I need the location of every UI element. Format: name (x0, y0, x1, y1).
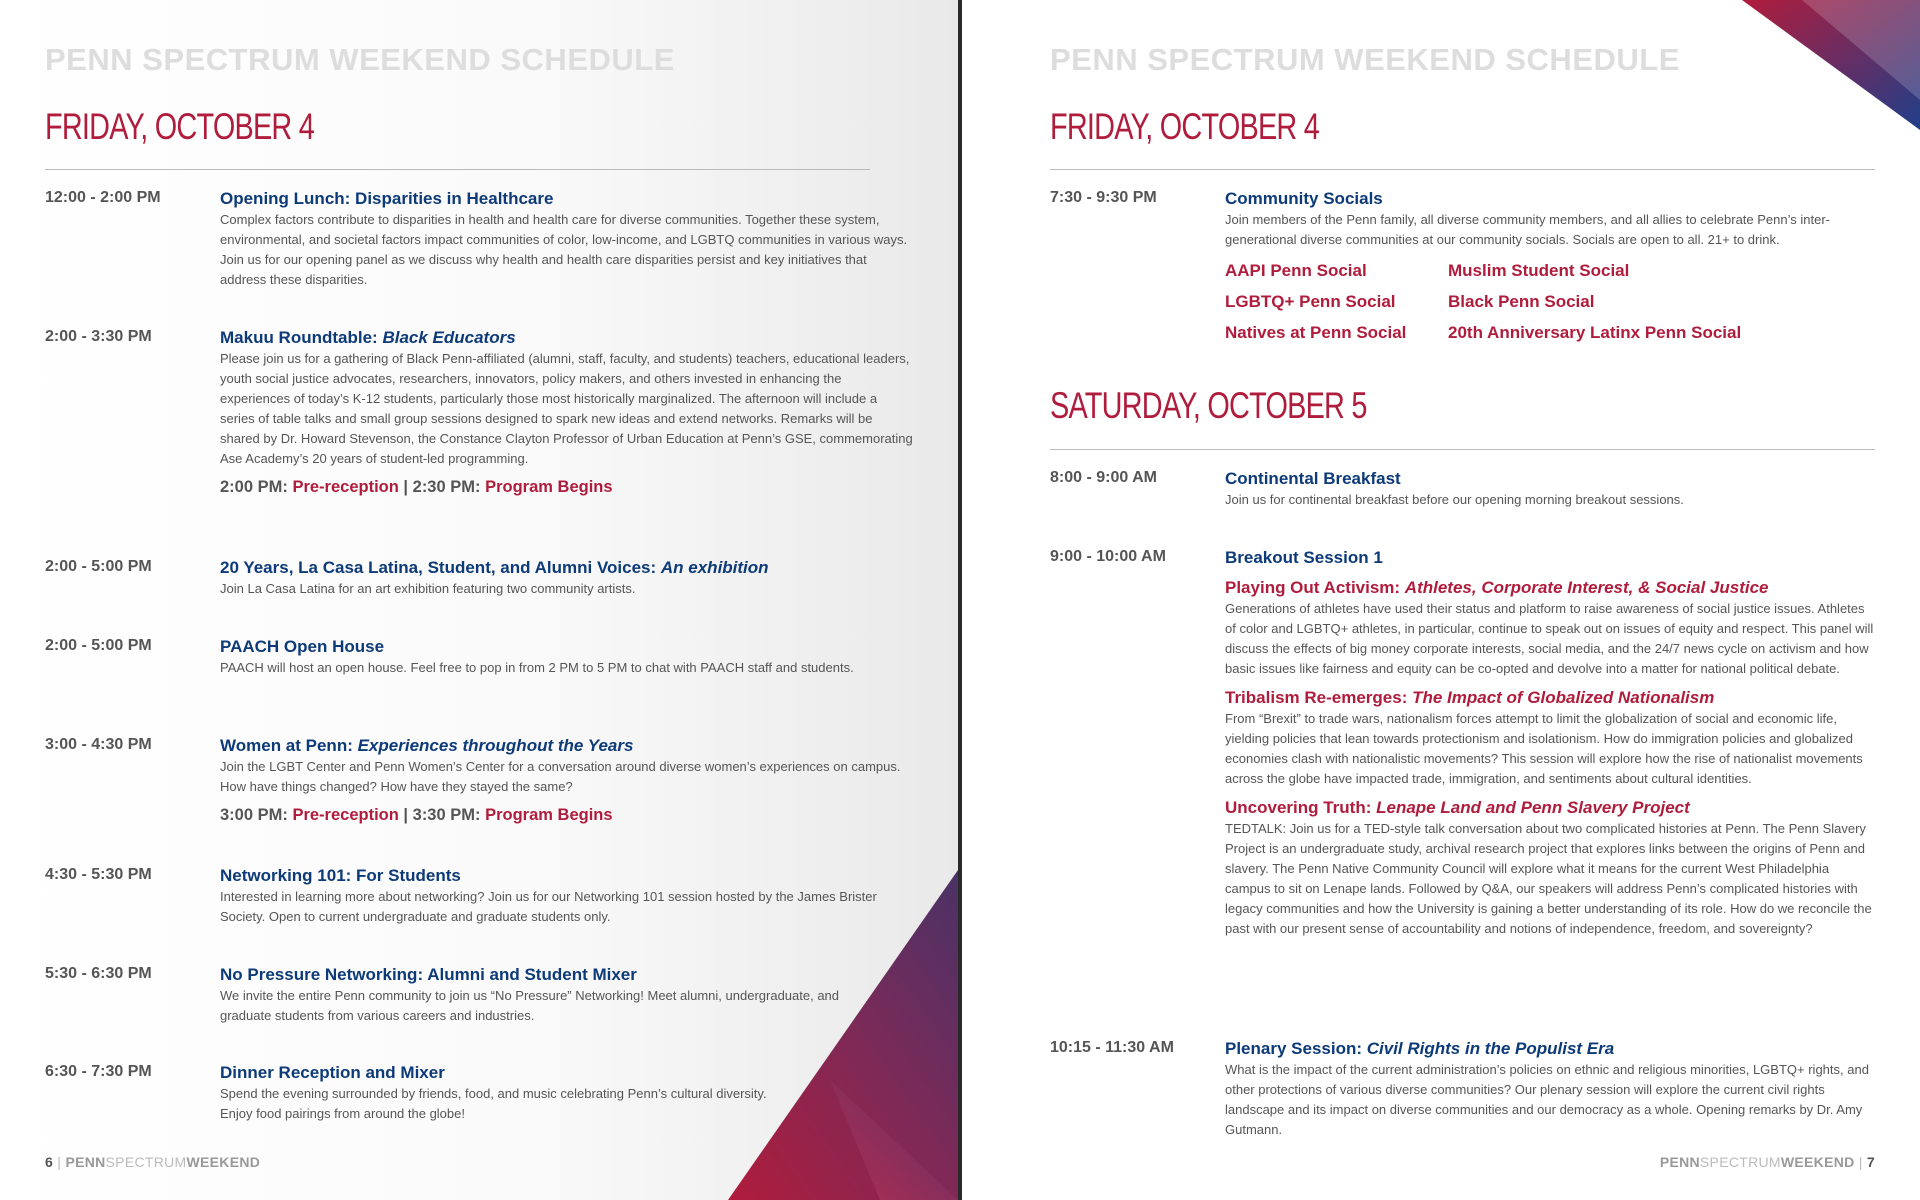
social-item: 20th Anniversary Latinx Penn Social (1448, 323, 1742, 342)
entry-time: 2:00 - 5:00 PM (45, 637, 152, 654)
session-title: Uncovering Truth: Lenape Land and Penn Slavery Project (1225, 798, 1690, 817)
day-heading: FRIDAY, OCTOBER 4 (45, 106, 315, 147)
entry-description: Spend the evening surrounded by friends, food, and music celebrating Penn’s cultural diversity. Enjoy food pairings from around the globe! (220, 1086, 767, 1121)
entry-description: PAACH will host an open house. Feel free to pop in from 2 PM to 5 PM to chat with PAACH staff and students. (220, 660, 854, 675)
heading-divider (45, 169, 870, 170)
page-number: 7 (1866, 1154, 1875, 1170)
entry-title: PAACH Open House (220, 637, 385, 656)
entry-title: Networking 101: For Students (220, 866, 461, 885)
social-item: LGBTQ+ Penn Social (1225, 292, 1396, 311)
entry-description: What is the impact of the current administration’s policies on ethnic and religious minorities, LGBTQ+ rights, and other protections of various diverse communities? Our plenary session will explore the current civil rights landscape and its impact on diverse communities and our democracy as a whole. Opening remarks by Dr. Amy Gutmann. (1225, 1062, 1869, 1137)
entry-description: We invite the entire Penn community to join us “No Pressure” Networking! Meet alumni, undergraduate, and graduate students from various careers and industries. (220, 988, 840, 1023)
entry-time: 4:30 - 5:30 PM (45, 866, 152, 883)
heading-divider (1050, 449, 1875, 450)
entry-time: 3:00 - 4:30 PM (45, 736, 152, 753)
entry-title: Makuu Roundtable: Black Educators (220, 328, 516, 347)
day-heading: FRIDAY, OCTOBER 4 (1050, 106, 1320, 147)
day-heading: SATURDAY, OCTOBER 5 (1050, 385, 1367, 426)
heading-divider (1050, 169, 1875, 170)
document-title: PENN SPECTRUM WEEKEND SCHEDULE (1050, 42, 1680, 77)
entry-time: 6:30 - 7:30 PM (45, 1063, 152, 1080)
entry-time: 9:00 - 10:00 AM (1050, 548, 1166, 565)
program-times: 2:00 PM: Pre-reception | 2:30 PM: Program Begins (220, 478, 613, 496)
page-footer: PENNSPECTRUMWEEKEND | 7 (1659, 1154, 1875, 1170)
right-page (962, 0, 1920, 1200)
social-item: AAPI Penn Social (1225, 261, 1367, 280)
entry-time: 5:30 - 6:30 PM (45, 965, 152, 982)
entry-title: Breakout Session 1 (1225, 548, 1383, 567)
left-page (0, 0, 958, 1200)
entry-time: 2:00 - 5:00 PM (45, 558, 152, 575)
socials-list (1225, 260, 1875, 343)
entry-time: 2:00 - 3:30 PM (45, 328, 152, 345)
entry-title: Opening Lunch: Disparities in Healthcare (220, 189, 554, 208)
social-item: Natives at Penn Social (1225, 323, 1407, 342)
entry-description: Please join us for a gathering of Black Penn-affiliated (alumni, staff, faculty, and students) teachers, educational leaders, youth social justice advocates, researchers, innovators, policy makers, and others invested in enhancing the experiences of today’s K-12 students, particularly those most historically marginalized. The afternoon will include a series of table talks and small group sessions designed to spark new ideas and extend networks. Remarks will be shared by Dr. Howard Stevenson, the Constance Clayton Professor of Urban Education at Penn’s GSE, commemorating Ase Academy’s 20 years of student-led programming. (220, 351, 913, 466)
entry-description: Interested in learning more about networking? Join us for our Networking 101 session hosted by the James Brister Society. Open to current undergraduate and graduate students only. (220, 889, 877, 924)
corner-gradient-decoration (1742, 0, 1920, 130)
entry-description: Join La Casa Latina for an art exhibition featuring two community artists. (220, 581, 636, 596)
page-footer: 6 | PENNSPECTRUMWEEKEND (45, 1154, 261, 1170)
footer-brand: PENNSPECTRUMWEEKEND (1659, 1154, 1855, 1170)
entry-title: Community Socials (1225, 189, 1383, 208)
social-item: Muslim Student Social (1448, 261, 1630, 280)
entry-title: 20 Years, La Casa Latina, Student, and Alumni Voices: An exhibition (220, 558, 769, 577)
entry-description: Join members of the Penn family, all diverse community members, and all allies to celebrate Penn’s inter-generational diverse communities at our community socials. Socials are open to all. 21+ to drink. (1225, 212, 1831, 247)
session-title: Playing Out Activism: Athletes, Corporate Interest, & Social Justice (1225, 578, 1769, 597)
entry-title: Continental Breakfast (1225, 469, 1401, 488)
session-description: From “Brexit” to trade wars, nationalism forces attempt to limit the globalization of social and economic life, yielding policies that lean towards protectionism and isolationism. How do immigration policies and globalized economies clash with nationalistic movements? This session will explore how the rise of nationalist movements across the globe have impacted trade, immigration, and sentiments about cultural identities. (1225, 711, 1863, 786)
entry-title: Plenary Session: Civil Rights in the Populist Era (1225, 1039, 1615, 1058)
page-number: 6 (45, 1154, 54, 1170)
program-times: 3:00 PM: Pre-reception | 3:30 PM: Program Begins (220, 806, 613, 824)
session-description: TEDTALK: Join us for a TED-style talk conversation about two complicated histories at Penn. The Penn Slavery Project is an undergraduate study, archival research project that explores links between the origins of Penn and slavery. The Penn Native Community Council will explore what it means for the current West Philadelphia campus to sit on Lenape lands. Followed by Q&A, our speakers will address Penn’s complicated histories with legacy communities and how the University is gaining a better understanding of its role. How do we reconcile the past with our present sense of accountability and notions of independence, freedom, and sovereignty? (1225, 821, 1872, 936)
entry-description: Join the LGBT Center and Penn Women’s Center for a conversation around diverse women’s experiences on campus. How have things changed? How have they stayed the same? (220, 759, 901, 794)
document-title: PENN SPECTRUM WEEKEND SCHEDULE (45, 42, 675, 77)
entry-time: 7:30 - 9:30 PM (1050, 189, 1157, 206)
social-item: Black Penn Social (1448, 292, 1595, 311)
session-description: Generations of athletes have used their status and platform to raise awareness of social justice issues. Athletes of color and LGBTQ+ athletes, in particular, continue to speak out on issues of equity and respect. This panel will discuss the effects of big money corporate interests, social media, and the 24/7 news cycle on activism and how basic issues like fairness and equity can be co-opted and devolve into a matter for national political debate. (1225, 601, 1874, 676)
footer-brand: PENNSPECTRUMWEEKEND (65, 1154, 261, 1170)
entry-time: 10:15 - 11:30 AM (1050, 1039, 1174, 1056)
session-title: Tribalism Re-emerges: The Impact of Globalized Nationalism (1225, 688, 1715, 707)
entry-title: Women at Penn: Experiences throughout the Years (220, 736, 634, 755)
entry-title: Dinner Reception and Mixer (220, 1063, 445, 1082)
entry-description: Join us for continental breakfast before our opening morning breakout sessions. (1225, 492, 1684, 507)
entry-description: Complex factors contribute to disparities in health and health care for diverse communities. Together these system, environmental, and societal factors impact communities of color, low-income, and LGBTQ communities in various ways. Join us for our opening panel as we discuss why health and health care disparities persist and key initiatives that address these disparities. (220, 212, 908, 287)
entry-time: 8:00 - 9:00 AM (1050, 469, 1157, 486)
entry-title: No Pressure Networking: Alumni and Student Mixer (220, 965, 637, 984)
entry-time: 12:00 - 2:00 PM (45, 189, 161, 206)
